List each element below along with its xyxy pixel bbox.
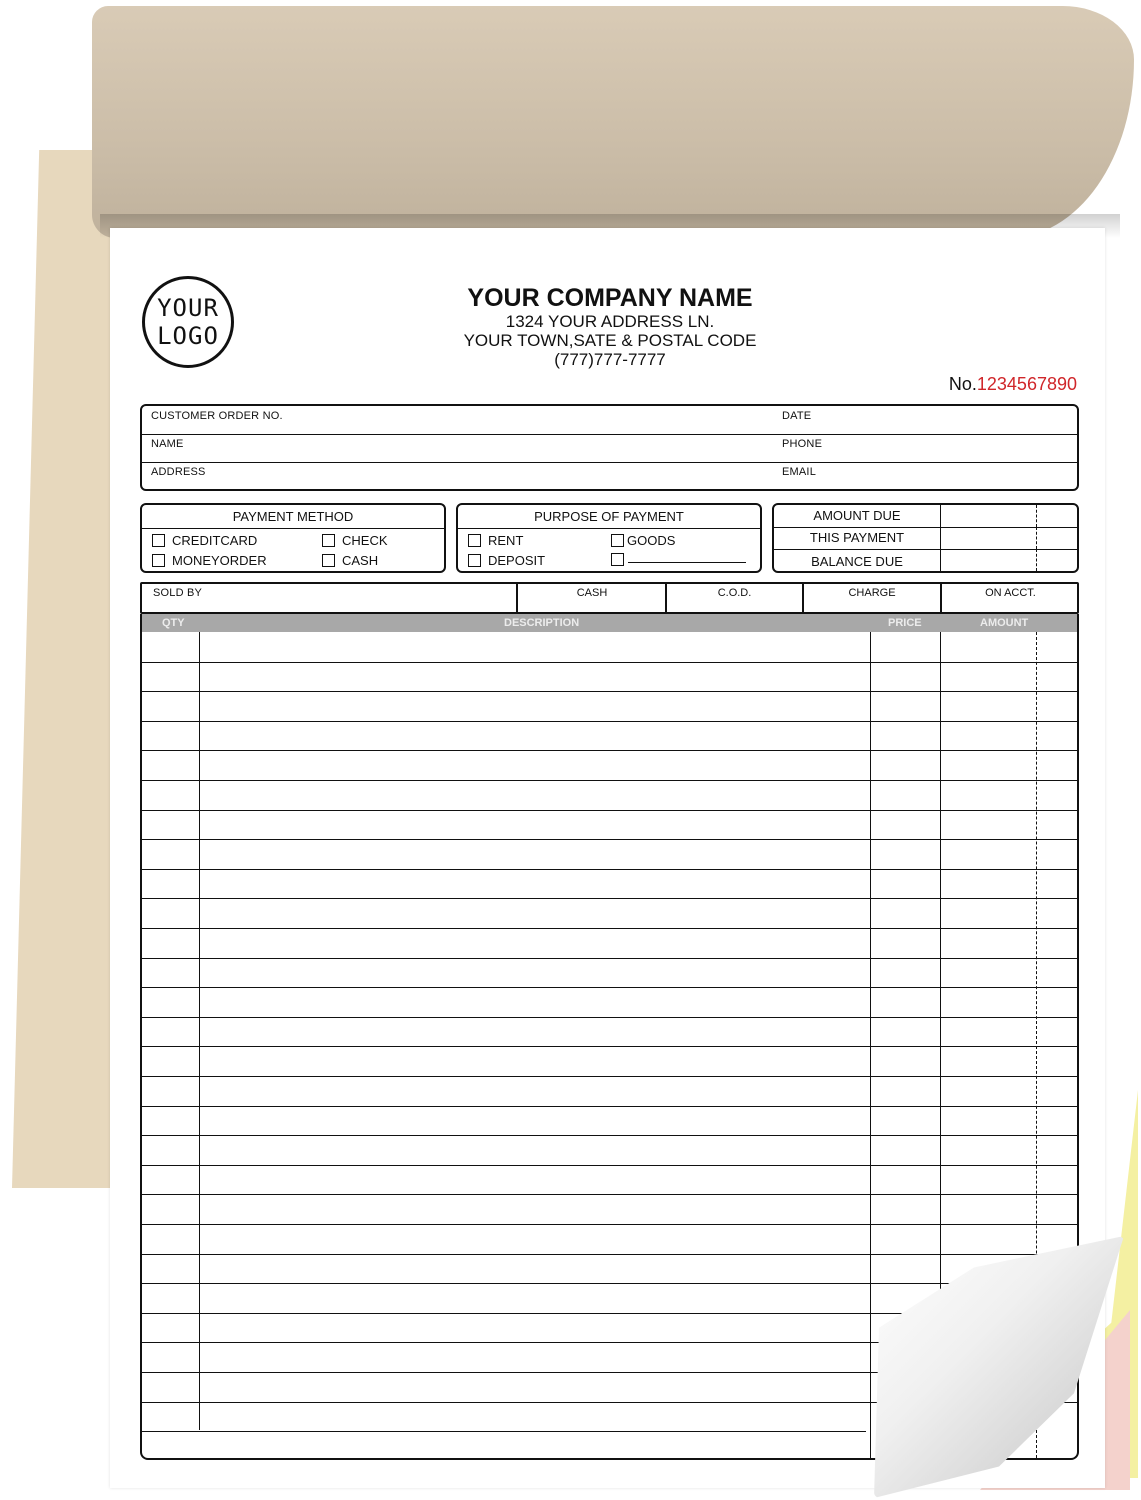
- company-phone: (777)777-7777: [554, 350, 666, 369]
- order-number-value: 1234567890: [976, 374, 1077, 394]
- moneyorder-label: MONEYORDER: [172, 553, 267, 568]
- cents-divider: [1036, 505, 1037, 527]
- customer-order-row[interactable]: [142, 406, 1077, 435]
- cash-cell-label: CASH: [576, 587, 608, 599]
- checkbox-icon[interactable]: [468, 534, 481, 547]
- checkbox-icon[interactable]: [152, 534, 165, 547]
- amount-due-row[interactable]: [774, 505, 1077, 528]
- amounts-box: [772, 503, 1079, 573]
- check-label: CHECK: [342, 533, 388, 548]
- amount-due-label: AMOUNT DUE: [813, 508, 901, 523]
- order-number-prefix: No.: [948, 374, 977, 394]
- creditcard-label: CREDITCARD: [172, 533, 258, 548]
- checkbox-icon[interactable]: [611, 534, 624, 547]
- goods-label: GOODS: [627, 533, 676, 548]
- on-acct-cell[interactable]: [940, 584, 1079, 612]
- table-row[interactable]: [142, 721, 1077, 751]
- amount-divider: [940, 527, 941, 549]
- checkbox-icon[interactable]: [152, 554, 165, 567]
- table-row[interactable]: [142, 632, 1077, 662]
- sold-by-bar: [140, 582, 1079, 614]
- customer-name-row[interactable]: [142, 434, 1077, 463]
- table-row[interactable]: [142, 1194, 1077, 1224]
- qty-header: QTY: [162, 617, 185, 629]
- cash-cell[interactable]: [516, 584, 666, 612]
- table-row[interactable]: [142, 898, 1077, 928]
- phone-label: PHONE: [782, 438, 823, 450]
- deposit-label: DEPOSIT: [488, 553, 546, 568]
- cod-cell-label: C.O.D.: [717, 587, 752, 599]
- price-header: PRICE: [888, 617, 922, 629]
- table-row[interactable]: [142, 869, 1077, 899]
- payment-method-box: [140, 503, 446, 573]
- charge-cell-label: CHARGE: [848, 587, 896, 599]
- email-label: EMAIL: [782, 466, 817, 478]
- order-number: [949, 374, 1077, 395]
- charge-cell[interactable]: [802, 584, 940, 612]
- cents-divider: [1036, 527, 1037, 549]
- date-label: DATE: [782, 410, 812, 422]
- table-row[interactable]: [142, 1017, 1077, 1047]
- table-row-line: [142, 1431, 866, 1432]
- logo-line-1: YOUR: [157, 294, 219, 322]
- table-row[interactable]: [142, 1046, 1077, 1076]
- purpose-title: PURPOSE OF PAYMENT: [458, 505, 760, 529]
- deposit-option[interactable]: [468, 553, 545, 568]
- cod-cell[interactable]: [665, 584, 802, 612]
- purpose-of-payment-box: [456, 503, 762, 573]
- customer-address-row[interactable]: [142, 462, 1077, 490]
- this-payment-label: THIS PAYMENT: [809, 530, 905, 545]
- goods-option[interactable]: [611, 533, 675, 548]
- rent-label: RENT: [488, 533, 524, 548]
- table-row[interactable]: [142, 987, 1077, 1017]
- balance-due-row[interactable]: [774, 549, 1077, 571]
- table-row[interactable]: [142, 1106, 1077, 1136]
- creditcard-option[interactable]: [152, 533, 257, 548]
- table-row[interactable]: [142, 662, 1077, 692]
- top-binding-curl: [92, 6, 1134, 238]
- table-row[interactable]: [142, 1165, 1077, 1195]
- amount-divider: [940, 549, 941, 571]
- table-row[interactable]: [142, 810, 1077, 840]
- rent-option[interactable]: [468, 533, 523, 548]
- customer-order-label: CUSTOMER ORDER NO.: [151, 410, 283, 422]
- other-write-in-line[interactable]: [628, 562, 746, 563]
- table-row[interactable]: [142, 1135, 1077, 1165]
- amount-header: AMOUNT: [980, 617, 1029, 629]
- this-payment-row[interactable]: [774, 527, 1077, 550]
- moneyorder-option[interactable]: [152, 553, 267, 568]
- other-option[interactable]: [611, 553, 746, 566]
- logo-line-2: LOGO: [157, 322, 219, 350]
- description-header: DESCRIPTION: [504, 617, 580, 629]
- checkbox-icon[interactable]: [468, 554, 481, 567]
- customer-info-box: [140, 404, 1079, 491]
- table-row[interactable]: [142, 1224, 1077, 1254]
- on-acct-cell-label: ON ACCT.: [985, 587, 1036, 599]
- logo-badge: [142, 276, 234, 368]
- address-label: ADDRESS: [151, 466, 206, 478]
- table-row[interactable]: [142, 839, 1077, 869]
- table-row[interactable]: [142, 928, 1077, 958]
- table-row[interactable]: [142, 1254, 1077, 1284]
- table-row[interactable]: [142, 691, 1077, 721]
- table-row[interactable]: [142, 750, 1077, 780]
- company-address-2: YOUR TOWN,SATE & POSTAL CODE: [463, 331, 757, 350]
- cash-label: CASH: [342, 553, 379, 568]
- checkbox-icon[interactable]: [322, 554, 335, 567]
- sold-by-label: SOLD BY: [153, 587, 203, 599]
- table-row[interactable]: [142, 1076, 1077, 1106]
- items-header-bar: [142, 614, 1077, 632]
- payment-method-title: PAYMENT METHOD: [142, 505, 444, 529]
- company-name: YOUR COMPANY NAME: [467, 284, 753, 312]
- table-row[interactable]: [142, 780, 1077, 810]
- cents-divider: [1036, 549, 1037, 571]
- check-option[interactable]: [322, 533, 388, 548]
- table-row[interactable]: [142, 958, 1077, 988]
- name-label: NAME: [151, 438, 184, 450]
- balance-due-label: BALANCE DUE: [811, 554, 903, 569]
- amount-divider: [940, 505, 941, 527]
- company-address-1: 1324 YOUR ADDRESS LN.: [505, 312, 715, 331]
- cash-option[interactable]: [322, 553, 378, 568]
- checkbox-icon[interactable]: [611, 553, 624, 566]
- checkbox-icon[interactable]: [322, 534, 335, 547]
